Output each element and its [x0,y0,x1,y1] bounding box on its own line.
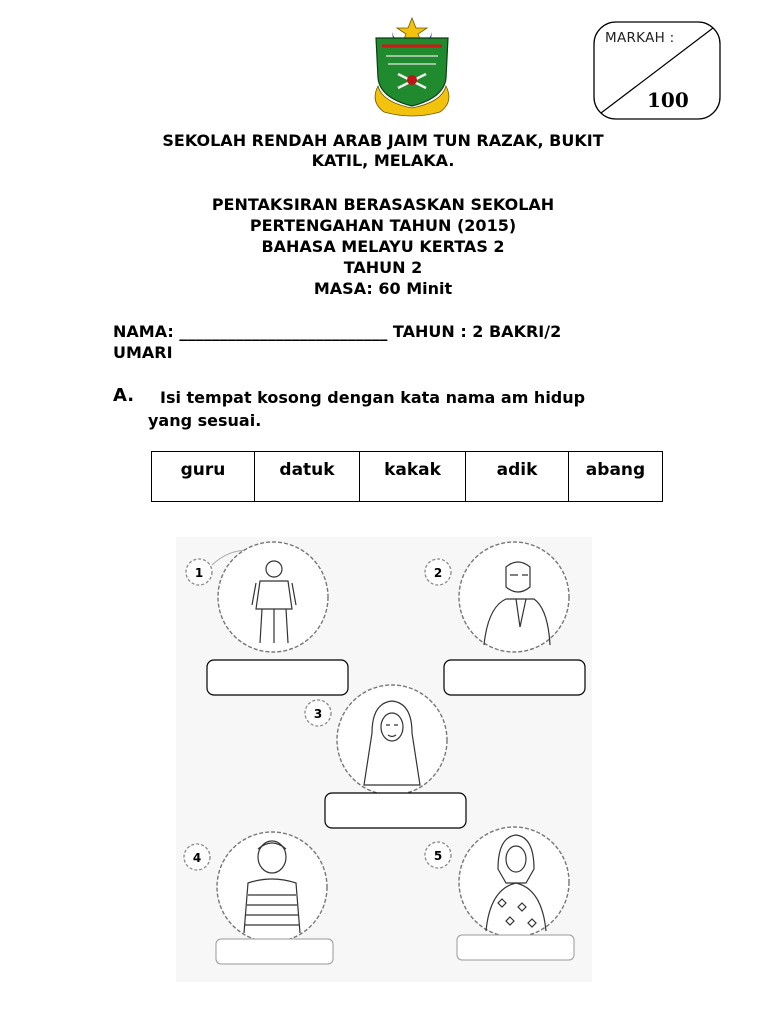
school-name-line-1: SEKOLAH RENDAH ARAB JAIM TUN RAZAK, BUKIT [162,131,604,150]
question-letter: A. [113,385,135,406]
word-bank-cell: adik [466,452,569,502]
word-bank-cell: abang [569,452,663,502]
word-bank-table [151,451,663,502]
marks-box[interactable] [593,21,721,120]
exam-year: TAHUN 2 [343,258,423,277]
answer-box-1[interactable] [207,660,348,695]
picture-number-4: 4 [192,851,202,865]
exam-title: PENTAKSIRAN BERASASKAN SEKOLAH [211,195,555,214]
school-crest-logo [370,16,454,120]
student-name-class-line[interactable]: NAMA: __________________________ TAHUN : 2 BAKRI/2 [113,322,562,341]
picture-number-2: 2 [433,566,443,580]
word-bank-row [152,452,663,502]
exam-duration: MASA: 60 Minit [313,279,453,298]
word-bank-cell: datuk [255,452,360,502]
word-bank-cell: guru [152,452,255,502]
answer-box-2[interactable] [444,660,585,695]
picture-worksheet [176,537,592,982]
marks-label: MARKAH : [605,30,675,46]
student-info[interactable] [113,321,673,363]
picture-number-3: 3 [313,707,323,721]
exam-subject: BAHASA MELAYU KERTAS 2 [261,237,505,256]
student-class-line-2: UMARI [113,343,173,362]
picture-number-1: 1 [194,566,204,580]
question-instruction-line-2: yang sesuai. [148,411,262,430]
question-instruction-line-1: Isi tempat kosong dengan kata nama am hidup [160,388,586,407]
marks-total: 100 [647,88,689,112]
answer-box-3[interactable] [325,793,466,828]
exam-session: PERTENGAHAN TAHUN (2015) [249,216,517,235]
school-name [100,131,666,171]
answer-box-4[interactable] [216,939,333,964]
picture-number-5: 5 [433,849,443,863]
exam-header [100,194,666,299]
answer-box-5[interactable] [457,935,574,960]
school-name-line-2: KATIL, MELAKA. [311,151,455,170]
word-bank-cell: kakak [360,452,466,502]
